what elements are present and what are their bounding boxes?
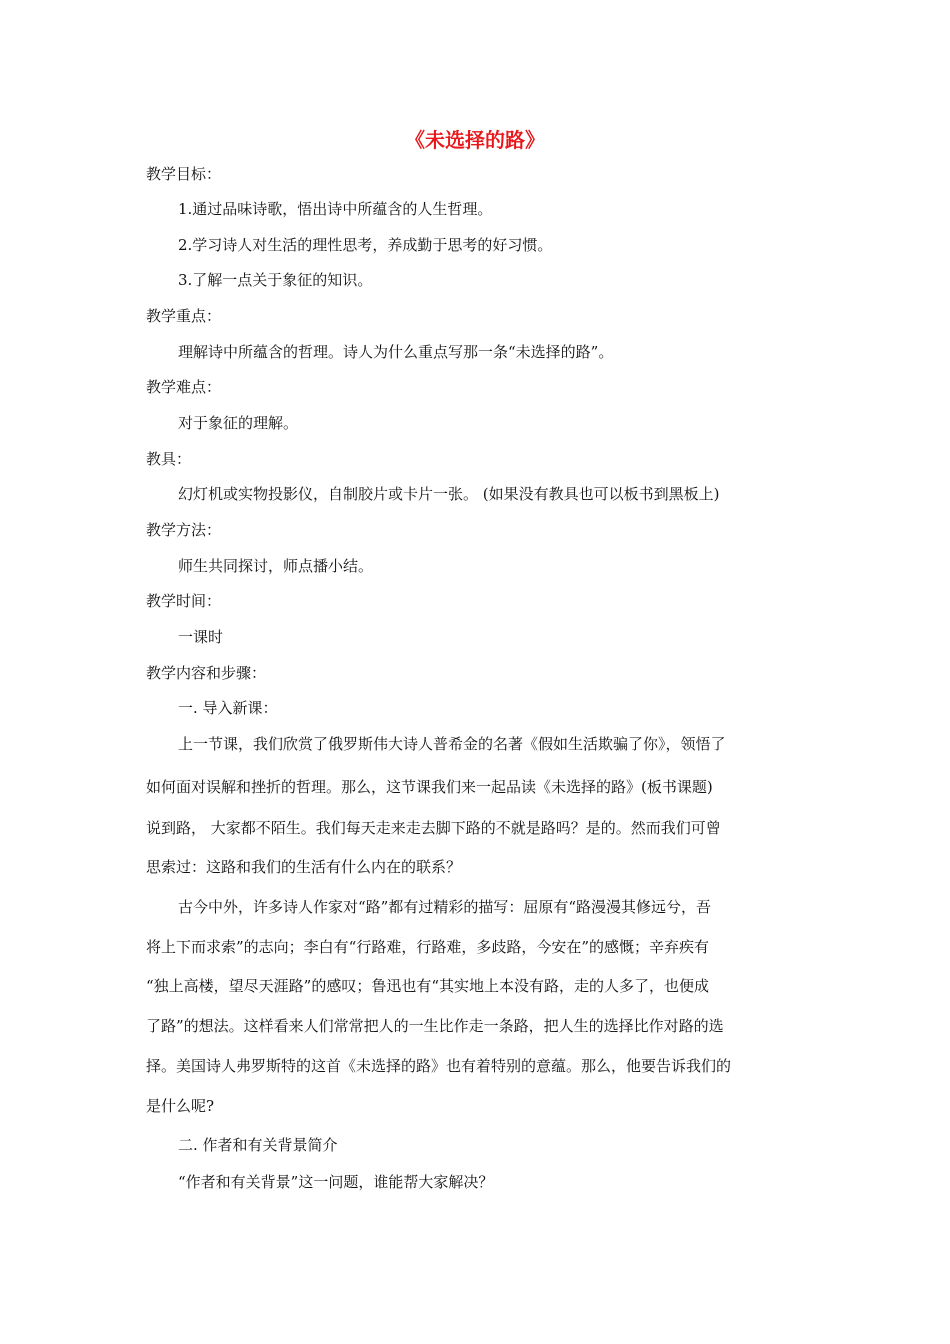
objective-1: 1.通过品味诗歌，悟出诗中所蕴含的人生哲理。 [178,200,493,218]
document-title: 《未选择的路》 [405,128,545,152]
paragraph-line: 了路”的想法。这样看来人们常常把人的一生比作走一条路，把人生的选择比作对路的选 [146,1017,724,1035]
heading-content: 教学内容和步骤： [146,664,267,682]
paragraph-line: 上一节课，我们欣赏了俄罗斯伟大诗人普希金的名著《假如生活欺骗了你》，领悟了 [178,735,726,753]
heading-difficulties: 教学难点： [146,378,222,396]
section-2-heading: 二. 作者和有关背景简介 [178,1136,338,1154]
paragraph-line: 是什么呢? [146,1097,215,1115]
key-points-text: 理解诗中所蕴含的哲理。诗人为什么重点写那一条“未选择的路”。 [178,343,614,361]
objective-3: 3.了解一点关于象征的知识。 [178,271,373,289]
heading-time: 教学时间： [146,592,222,610]
difficulties-text: 对于象征的理解。 [178,414,299,432]
materials-text: 幻灯机或实物投影仪，自制胶片或卡片一张。 (如果没有教具也可以板书到黑板上) [178,485,720,503]
heading-key-points: 教学重点： [146,307,222,325]
heading-materials: 教具： [146,450,192,468]
paragraph-line: “作者和有关背景”这一问题，谁能帮大家解决？ [178,1173,494,1191]
time-text: 一课时 [178,628,224,646]
paragraph-line: 思索过：这路和我们的生活有什么内在的联系？ [146,858,462,876]
paragraph-line: “独上高楼，望尽天涯路”的感叹；鲁迅也有“其实地上本没有路，走的人多了，也便成 [146,977,710,995]
objective-2: 2.学习诗人对生活的理性思考，养成勤于思考的好习惯。 [178,236,553,254]
paragraph-line: 将上下而求索”的志向；李白有“行路难，行路难，多歧路，今安在”的感慨；辛弃疾有 [146,938,710,956]
heading-methods: 教学方法： [146,521,222,539]
section-1-heading: 一. 导入新课： [178,699,278,717]
paragraph-line: 择。美国诗人弗罗斯特的这首《未选择的路》也有着特别的意蕴。那么，他要告诉我们的 [146,1057,732,1075]
paragraph-line: 古今中外，许多诗人作家对“路”都有过精彩的描写：屈原有“路漫漫其修远兮，吾 [178,898,712,916]
methods-text: 师生共同探讨，师点播小结。 [178,557,374,575]
paragraph-line: 如何面对误解和挫折的哲理。那么，这节课我们来一起品读《未选择的路》(板书课题) [146,778,713,796]
heading-objectives: 教学目标： [146,165,222,183]
paragraph-line: 说到路， 大家都不陌生。我们每天走来走去脚下路的不就是路吗？是的。然而我们可曾 [146,819,721,837]
